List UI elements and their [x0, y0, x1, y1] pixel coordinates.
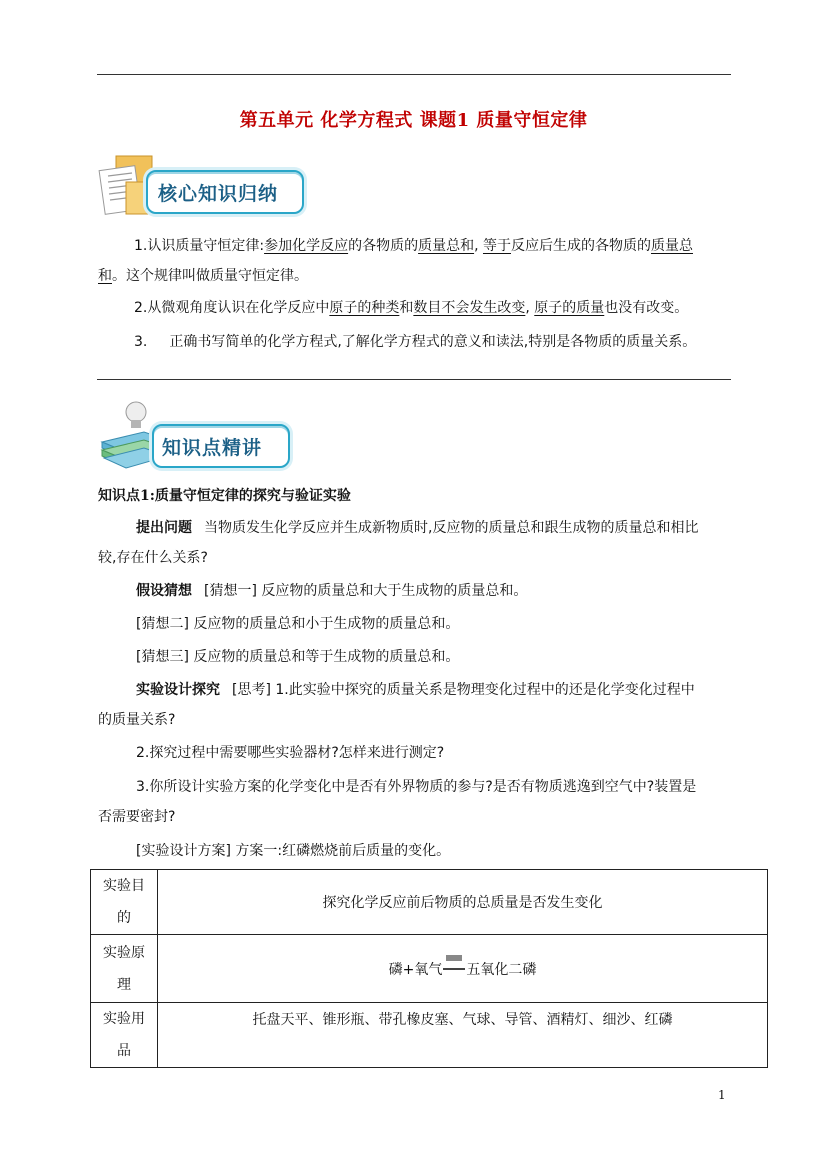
section-heading: 知识点1:质量守恒定律的探究与验证实验 [98, 488, 351, 504]
banner-knowledge-points [96, 396, 296, 474]
design-question-3-line-2: 否需要密封? [98, 809, 176, 825]
row-value: 托盘天平、锥形瓶、带孔橡皮塞、气球、导管、酒精灯、细沙、红磷 [158, 1003, 768, 1068]
core-item-1-line-2: 和。这个规律叫做质量守恒定律。 [98, 268, 308, 284]
row-label: 实验用 品 [91, 1003, 158, 1068]
core-item-2: 2.从微观角度认识在化学反应中原子的种类和数目不会发生改变, 原子的质量也没有改变。 [134, 300, 689, 316]
question-line-1: 提出问题 当物质发生化学反应并生成新物质时,反应物的质量总和跟生成物的质量总和相比 [136, 520, 699, 536]
design-question-3-line-1: 3.你所设计实验方案的化学变化中是否有外界物质的参与?是否有物质逃逸到空气中?装置是 [136, 779, 697, 795]
row-value: 磷+氧气 五氧化二磷 [158, 935, 768, 1003]
hypothesis-1: 假设猜想 [猜想一] 反应物的质量总和大于生成物的质量总和。 [136, 583, 528, 599]
row-value: 探究化学反应前后物质的总质量是否发生变化 [158, 870, 768, 935]
design-line-2: 的质量关系? [98, 712, 176, 728]
page-number: 1 [718, 1088, 726, 1102]
hypothesis-3: [猜想三] 反应物的质量总和等于生成物的质量总和。 [136, 649, 460, 665]
page-title: 第五单元 化学方程式 课题1 质量守恒定律 [239, 110, 588, 131]
hypothesis-2: [猜想二] 反应物的质量总和小于生成物的质量总和。 [136, 616, 460, 632]
question-line-2: 较,存在什么关系? [98, 550, 208, 566]
banner-core-knowledge [96, 152, 306, 222]
design-line-1: 实验设计探究 [思考] 1.此实验中探究的质量关系是物理变化过程中的还是化学变化过程中 [136, 682, 695, 698]
section-rule [97, 379, 731, 380]
banner-knowledge-label: 知识点精讲 [162, 437, 263, 459]
banner-core-label: 核心知识归纳 [158, 183, 279, 205]
table-row [91, 1003, 768, 1068]
experiment-table [90, 869, 768, 1068]
core-item-3: 3. 正确书写简单的化学方程式,了解化学方程式的意义和读法,特别是各物质的质量关系。 [134, 334, 697, 350]
header-rule [97, 74, 731, 75]
reaction-condition-arrow-icon [443, 958, 465, 970]
row-label: 实验原 理 [91, 935, 158, 1003]
table-row [91, 870, 768, 935]
table-row [91, 935, 768, 1003]
design-plan: [实验设计方案] 方案一:红磷燃烧前后质量的变化。 [136, 843, 451, 859]
row-label: 实验目 的 [91, 870, 158, 935]
core-item-1-line-1: 1.认识质量守恒定律:参加化学反应的各物质的质量总和, 等于反应后生成的各物质的质量总 [134, 238, 693, 254]
design-question-2: 2.探究过程中需要哪些实验器材?怎样来进行测定? [136, 745, 445, 761]
